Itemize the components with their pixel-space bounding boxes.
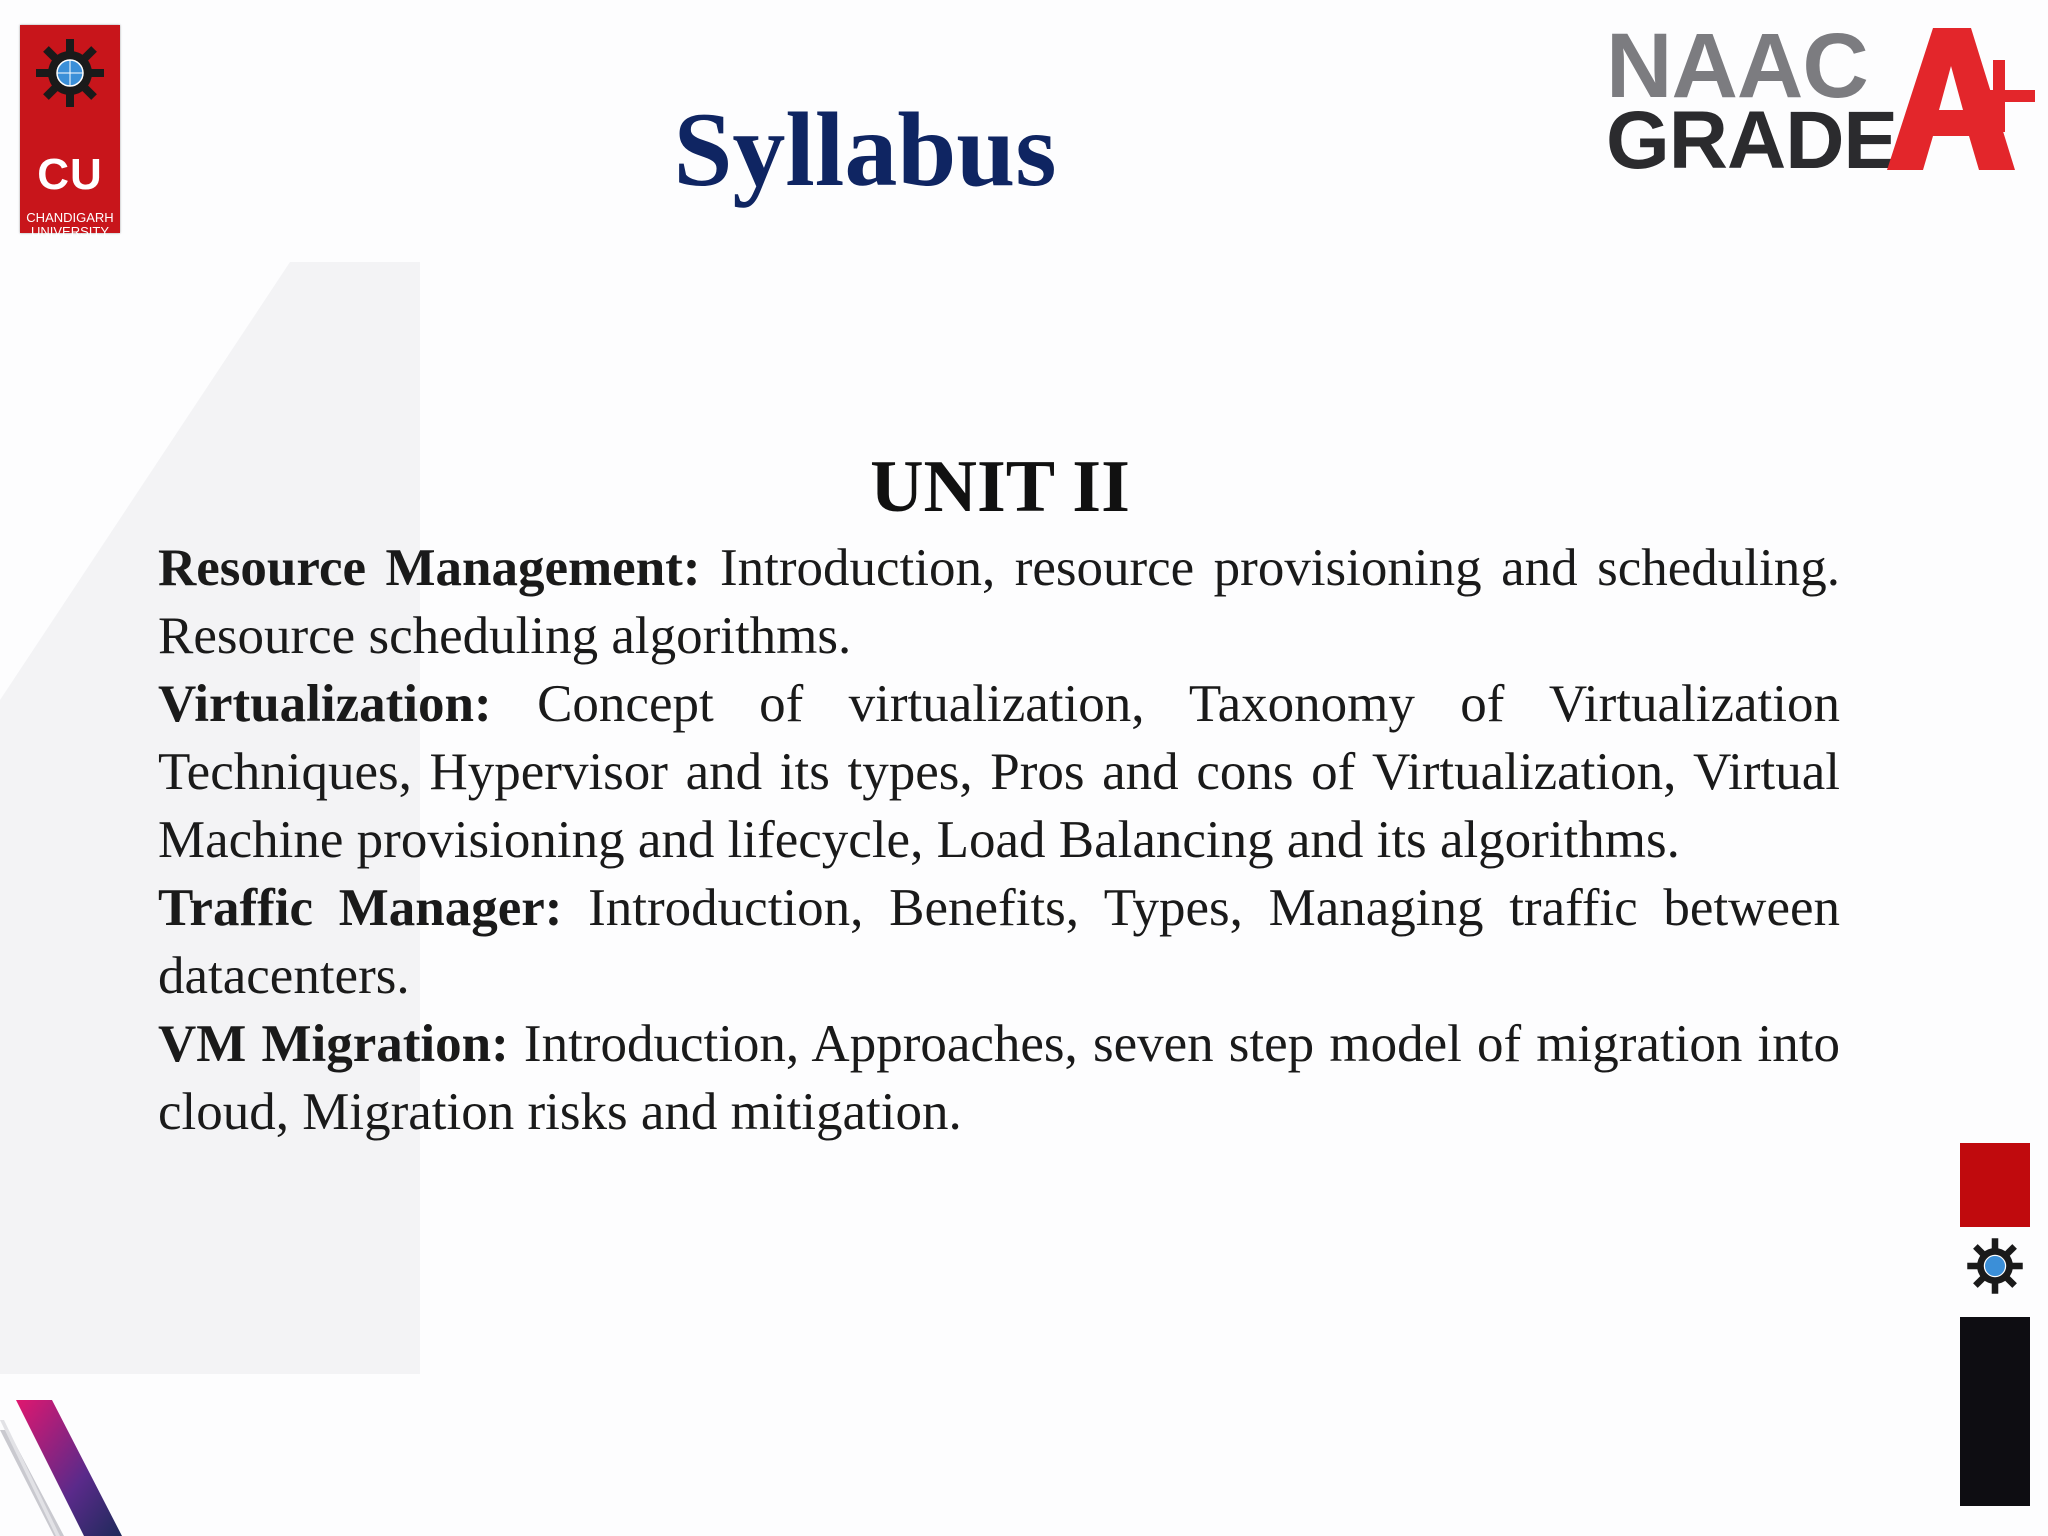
topic-term: Traffic Manager: — [158, 879, 563, 937]
page-title: Syllabus — [673, 91, 1057, 208]
topic-paragraph — [158, 670, 1840, 874]
syllabus-content — [158, 534, 1840, 1146]
cu-logo-name-line1: CHANDIGARH — [26, 210, 114, 225]
bottom-left-decoration — [0, 1390, 140, 1536]
topic-text: Introduction, Approaches, seven step model of migration into cloud, Migration risks and mitigation. — [158, 1015, 1841, 1141]
strip-red-block — [1960, 1143, 2030, 1227]
naac-logo-word: NAAC — [1606, 15, 1868, 117]
strip-black-block — [1960, 1317, 2030, 1506]
cu-emblem-small-icon — [1964, 1235, 2026, 1297]
topic-paragraph — [158, 534, 1840, 670]
topic-text: Concept of virtualization, Taxonomy of Virtualization Techniques, Hypervisor and its types, Pros and cons of Virtualization, Virtual Machine provisioning and lifecycle, Load Balancing and its algorithms. — [158, 675, 1840, 869]
naac-grade-logo — [1600, 15, 2030, 186]
topic-term: VM Migration: — [158, 1015, 509, 1073]
topic-paragraph — [158, 1010, 1840, 1146]
topic-term: Resource Management: — [158, 539, 701, 597]
cu-logo-letters: CU — [37, 150, 103, 199]
topic-term: Virtualization: — [158, 675, 492, 733]
cu-logo-name — [20, 211, 120, 239]
naac-a-plus-graphic — [1875, 20, 2035, 178]
topic-text: Introduction, resource provisioning and scheduling. Resource scheduling algorithms. — [158, 539, 1840, 665]
cu-logo-name-line2: UNIVERSITY — [30, 224, 109, 239]
topic-text: Introduction, Benefits, Types, Managing traffic between datacenters. — [158, 879, 1840, 1005]
cu-side-strip — [1960, 1143, 2030, 1506]
naac-logo-grade: GRADE — [1606, 95, 1898, 186]
topic-paragraph — [158, 874, 1840, 1010]
unit-heading: UNIT II — [870, 446, 1130, 528]
